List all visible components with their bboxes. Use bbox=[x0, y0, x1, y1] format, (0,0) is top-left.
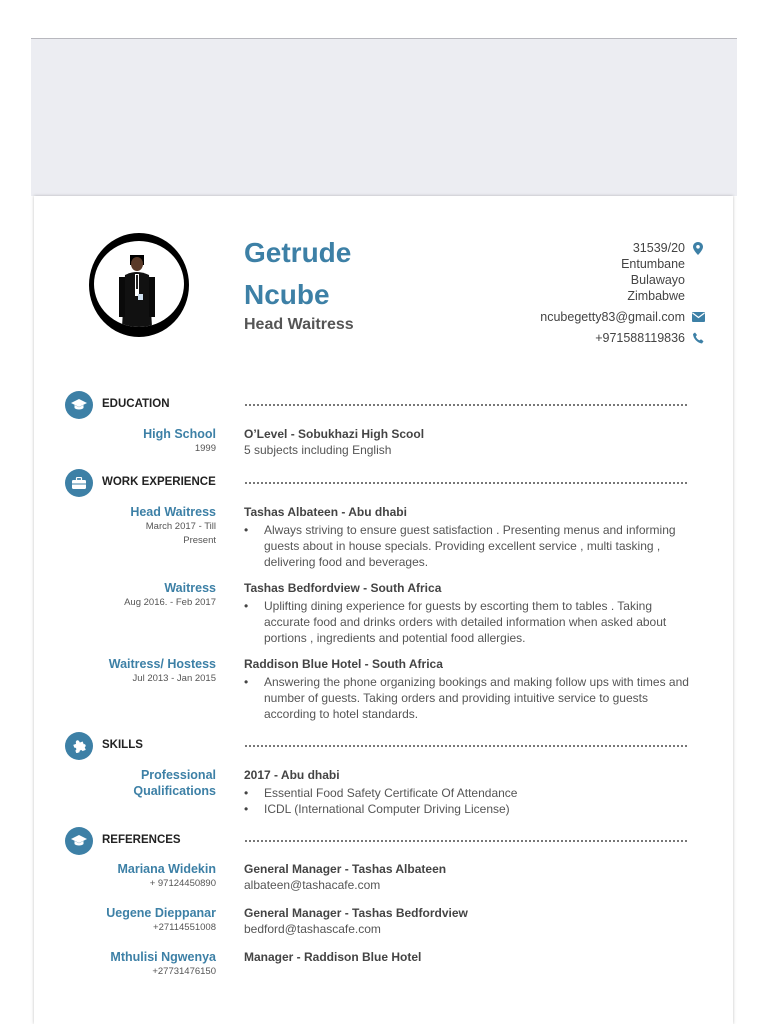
person-silhouette-icon bbox=[94, 241, 184, 327]
job-2-left bbox=[74, 580, 216, 610]
references-title: REFERENCES bbox=[102, 834, 181, 846]
job-1-date-line-2: Present bbox=[183, 535, 216, 546]
full-name bbox=[244, 232, 484, 316]
first-name: Getrude bbox=[244, 237, 352, 268]
education-detail: 5 subjects including English bbox=[244, 443, 392, 457]
education-right bbox=[244, 427, 694, 458]
phone-number[interactable]: +971588119836 bbox=[595, 331, 685, 345]
skills-category-line-2: Qualifications bbox=[133, 784, 216, 798]
education-title: EDUCATION bbox=[102, 398, 170, 410]
job-title: Head Waitress bbox=[244, 316, 354, 333]
reference-2-left bbox=[74, 905, 216, 935]
reference-1-email[interactable]: albateen@tashacafe.com bbox=[244, 878, 381, 892]
education-level: High School bbox=[143, 427, 216, 441]
viewer-background bbox=[31, 39, 737, 196]
envelope-icon bbox=[691, 312, 705, 322]
skills-title: SKILLS bbox=[102, 739, 143, 751]
reference-3-right bbox=[244, 950, 694, 965]
reference-1-right bbox=[244, 862, 694, 893]
graduation-cap-icon bbox=[65, 391, 93, 419]
section-divider bbox=[245, 404, 687, 406]
section-divider bbox=[245, 745, 687, 747]
reference-3-name: Mthulisi Ngwenya bbox=[110, 950, 216, 964]
reference-1-phone: + 97124450890 bbox=[149, 878, 216, 889]
section-divider bbox=[245, 840, 687, 842]
phone-icon bbox=[691, 332, 705, 344]
skills-left bbox=[74, 767, 216, 799]
reference-1-position: General Manager - Tashas Albateen bbox=[244, 862, 447, 876]
puzzle-icon bbox=[65, 732, 93, 760]
job-1-right bbox=[244, 505, 694, 570]
job-2-employer: Tashas Bedfordview - South Africa bbox=[244, 581, 442, 595]
email-link[interactable]: ncubegetty83@gmail.com bbox=[540, 310, 685, 324]
address-line bbox=[540, 240, 705, 256]
job-3-employer: Raddison Blue Hotel - South Africa bbox=[244, 657, 443, 671]
reference-2-name: Uegene Dieppanar bbox=[106, 906, 216, 920]
map-pin-icon bbox=[691, 242, 705, 255]
reference-3-phone: +27731476150 bbox=[152, 966, 216, 977]
address-line-4: Zimbabwe bbox=[627, 289, 685, 303]
job-2-right bbox=[244, 581, 694, 646]
job-1-duty: • Always striving to ensure guest satisfaction . Presenting menus and informing guests about in house specials. Providing excellent service , multi tasking , delivering food and beverages. bbox=[264, 522, 694, 570]
education-date: 1999 bbox=[194, 443, 216, 454]
address-line-2-row bbox=[540, 256, 705, 272]
job-3-duties bbox=[244, 674, 694, 722]
education-section-header bbox=[65, 391, 685, 419]
contact-block bbox=[540, 240, 705, 346]
job-2-duty: • Uplifting dining experience for guests by escorting them to tables . Taking accurate food and drinks orders with detailed information when asked about portions , ingredients and potential food allergies. bbox=[264, 598, 694, 646]
job-2-date: Aug 2016. - Feb 2017 bbox=[124, 597, 216, 608]
resume-page bbox=[34, 196, 733, 1024]
address-line-1: 31539/20 bbox=[632, 241, 685, 255]
skills-list bbox=[244, 785, 694, 817]
address-line-2: Entumbane bbox=[621, 257, 685, 271]
briefcase-icon bbox=[65, 469, 93, 497]
email-row bbox=[540, 309, 705, 325]
job-3-role: Waitress/ Hostess bbox=[108, 657, 216, 671]
reference-2-email[interactable]: bedford@tashascafe.com bbox=[244, 922, 381, 936]
reference-2-phone: +27114551008 bbox=[153, 922, 216, 933]
job-3-left bbox=[74, 656, 216, 686]
reference-2-right bbox=[244, 906, 694, 937]
job-1-duties bbox=[244, 522, 694, 570]
job-1-left bbox=[74, 504, 216, 548]
address-line-3: Bulawayo bbox=[630, 273, 685, 287]
job-3-right bbox=[244, 657, 694, 722]
skill-item: • ICDL (International Computer Driving License) bbox=[264, 801, 694, 817]
graduation-cap-icon bbox=[65, 827, 93, 855]
address-line-3-row bbox=[540, 272, 705, 288]
reference-1-name: Mariana Widekin bbox=[117, 862, 216, 876]
skill-item: • Essential Food Safety Certificate Of Attendance bbox=[264, 785, 694, 801]
skills-category-line-1: Professional bbox=[140, 768, 216, 782]
job-1-employer: Tashas Albateen - Abu dhabi bbox=[244, 505, 407, 519]
last-name: Ncube bbox=[244, 279, 330, 310]
address-line-4-row bbox=[540, 288, 705, 304]
skills-heading: 2017 - Abu dhabi bbox=[244, 768, 340, 782]
reference-3-position: Manager - Raddison Blue Hotel bbox=[244, 950, 422, 964]
reference-2-position: General Manager - Tashas Bedfordview bbox=[244, 906, 468, 920]
job-2-role: Waitress bbox=[164, 581, 216, 595]
job-3-duty: • Answering the phone organizing bookings and making follow ups with times and number of guests. Taking orders and providing intuitive service to guests according to hotel standards. bbox=[264, 674, 694, 722]
work-title: WORK EXPERIENCE bbox=[102, 476, 216, 488]
references-section-header bbox=[65, 827, 685, 855]
education-school: O’Level - Sobukhazi High Scool bbox=[244, 427, 425, 441]
job-1-role: Head Waitress bbox=[130, 505, 216, 519]
reference-1-left bbox=[74, 861, 216, 891]
profile-photo bbox=[89, 233, 189, 337]
job-2-duties bbox=[244, 598, 694, 646]
reference-3-left bbox=[74, 949, 216, 979]
job-1-date-line-1: March 2017 - Till bbox=[145, 521, 216, 532]
skills-right bbox=[244, 768, 694, 817]
job-3-date: Jul 2013 - Jan 2015 bbox=[132, 673, 216, 684]
skills-section-header bbox=[65, 732, 685, 760]
phone-row bbox=[540, 330, 705, 346]
education-left bbox=[74, 426, 216, 456]
section-divider bbox=[245, 482, 687, 484]
work-section-header bbox=[65, 469, 685, 497]
